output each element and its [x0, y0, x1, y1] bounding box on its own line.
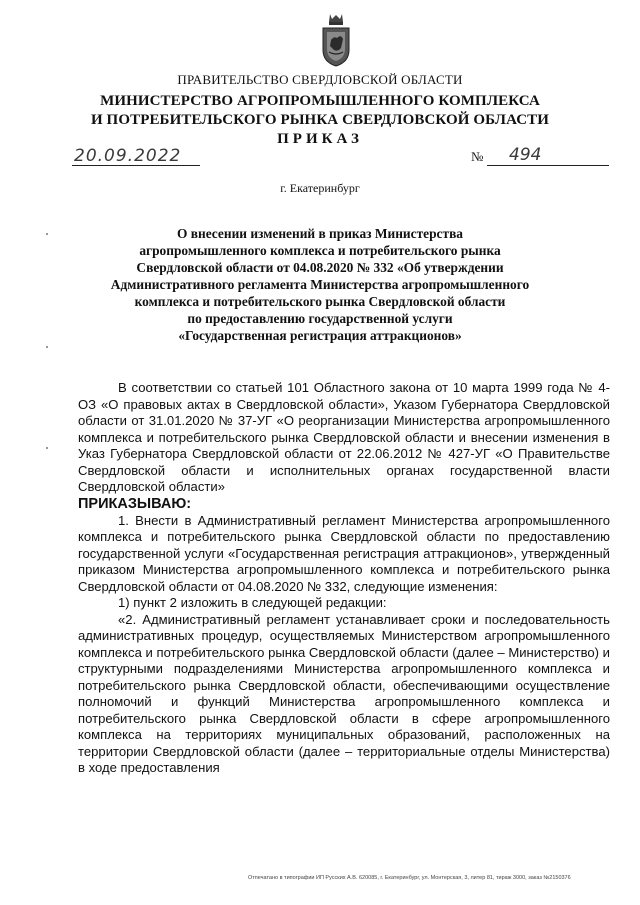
scan-speck: [46, 447, 48, 449]
ministry-line-2: И ПОТРЕБИТЕЛЬСКОГО РЫНКА СВЕРДЛОВСКОЙ ОБЛАСТИ: [90, 112, 550, 128]
title-line: Административного регламента Министерства агропромышленного: [110, 277, 530, 292]
print-note: Отпечатано в типографии ИП Русских А.В. 620085, г. Екатеринбург, ул. Монтерская, 3, литер 81, тираж 3000, заказ №2150376: [248, 875, 571, 881]
date-underline: [72, 165, 200, 166]
city: г. Екатеринбург: [280, 181, 360, 195]
scan-speck: [46, 346, 48, 348]
number-field: [471, 145, 609, 166]
ministry-line-1: МИНИСТЕРСТВО АГРОПРОМЫШЛЕННОГО КОМПЛЕКСА: [100, 93, 540, 109]
preamble-paragraph: В соответствии со статьей 101 Областного закона от 10 марта 1999 года № 4-ОЗ «О правовых актах в Свердловской области», Указом Губернатора Свердловской области от 31.01.2020 № 37-УГ «О реорганизации Министерства агропромышленного комплекса и потребительского рынка Свердловской области и внесении изменения в Указ Губернатора Свердловской области от 22.06.2012 № 427-УГ «О Правительстве Свердловской области и исполнительных органах государственной власти Свердловской области»: [78, 380, 610, 494]
title-line: комплекса и потребительского рынка Свердловской области: [134, 294, 506, 309]
document-type: ПРИКАЗ: [277, 131, 363, 147]
title-line: Свердловской области от 04.08.2020 № 332 «Об утверждении: [136, 260, 504, 275]
subclause-paragraph: 1) пункт 2 изложить в следующей редакции:: [118, 595, 387, 610]
scan-speck: [46, 233, 48, 235]
document-title: [60, 225, 580, 344]
clause-1-paragraph: 1. Внести в Административный регламент Министерства агропромышленного комплекса и потребительского рынка Свердловской области по предоставлению государственной услуги «Государственная регистрация аттракционов», утвержденный приказом Министерства агропромышленного комплекса и потребительского рынка Свердловской области от 04.08.2020 № 332, следующие изменения:: [78, 512, 610, 594]
date-field: [72, 148, 200, 166]
government-name: ПРАВИТЕЛЬСТВО СВЕРДЛОВСКОЙ ОБЛАСТИ: [177, 72, 463, 87]
number-handwritten: 494: [509, 145, 542, 165]
number-underline: [487, 165, 609, 166]
ministry-name: [0, 92, 640, 130]
order-keyword: ПРИКАЗЫВАЮ:: [78, 495, 192, 512]
number-sign: №: [471, 149, 484, 164]
quoted-clause-paragraph: «2. Административный регламент устанавливает сроки и последовательность административных процедур, осуществляемых Министерством агропромышленного комплекса и потребительского рынка Свердловской области (далее – Министерство) и структурными подразделениями Министерства агропромышленного комплекса и потребительского рынка Свердловской области, обеспечивающими осуществление полномочий и функций Министерства агропромышленного комплекса и потребительского рынка Свердловской области в сфере агропромышленного комплекса на территориях муниципальных образований, расположенных на территории Свердловской области (далее – территориальные отделы Министерства) в ходе предоставления: [78, 611, 610, 775]
title-line: О внесении изменений в приказ Министерства: [176, 226, 464, 241]
document-body: [78, 380, 610, 777]
coat-of-arms-icon: [319, 12, 353, 68]
date-handwritten: 20.09.2022: [74, 146, 182, 166]
title-line: «Государственная регистрация аттракционов»: [178, 328, 462, 343]
title-line: агропромышленного комплекса и потребительского рынка: [139, 243, 501, 258]
title-line: по предоставлению государственной услуги: [187, 311, 453, 326]
